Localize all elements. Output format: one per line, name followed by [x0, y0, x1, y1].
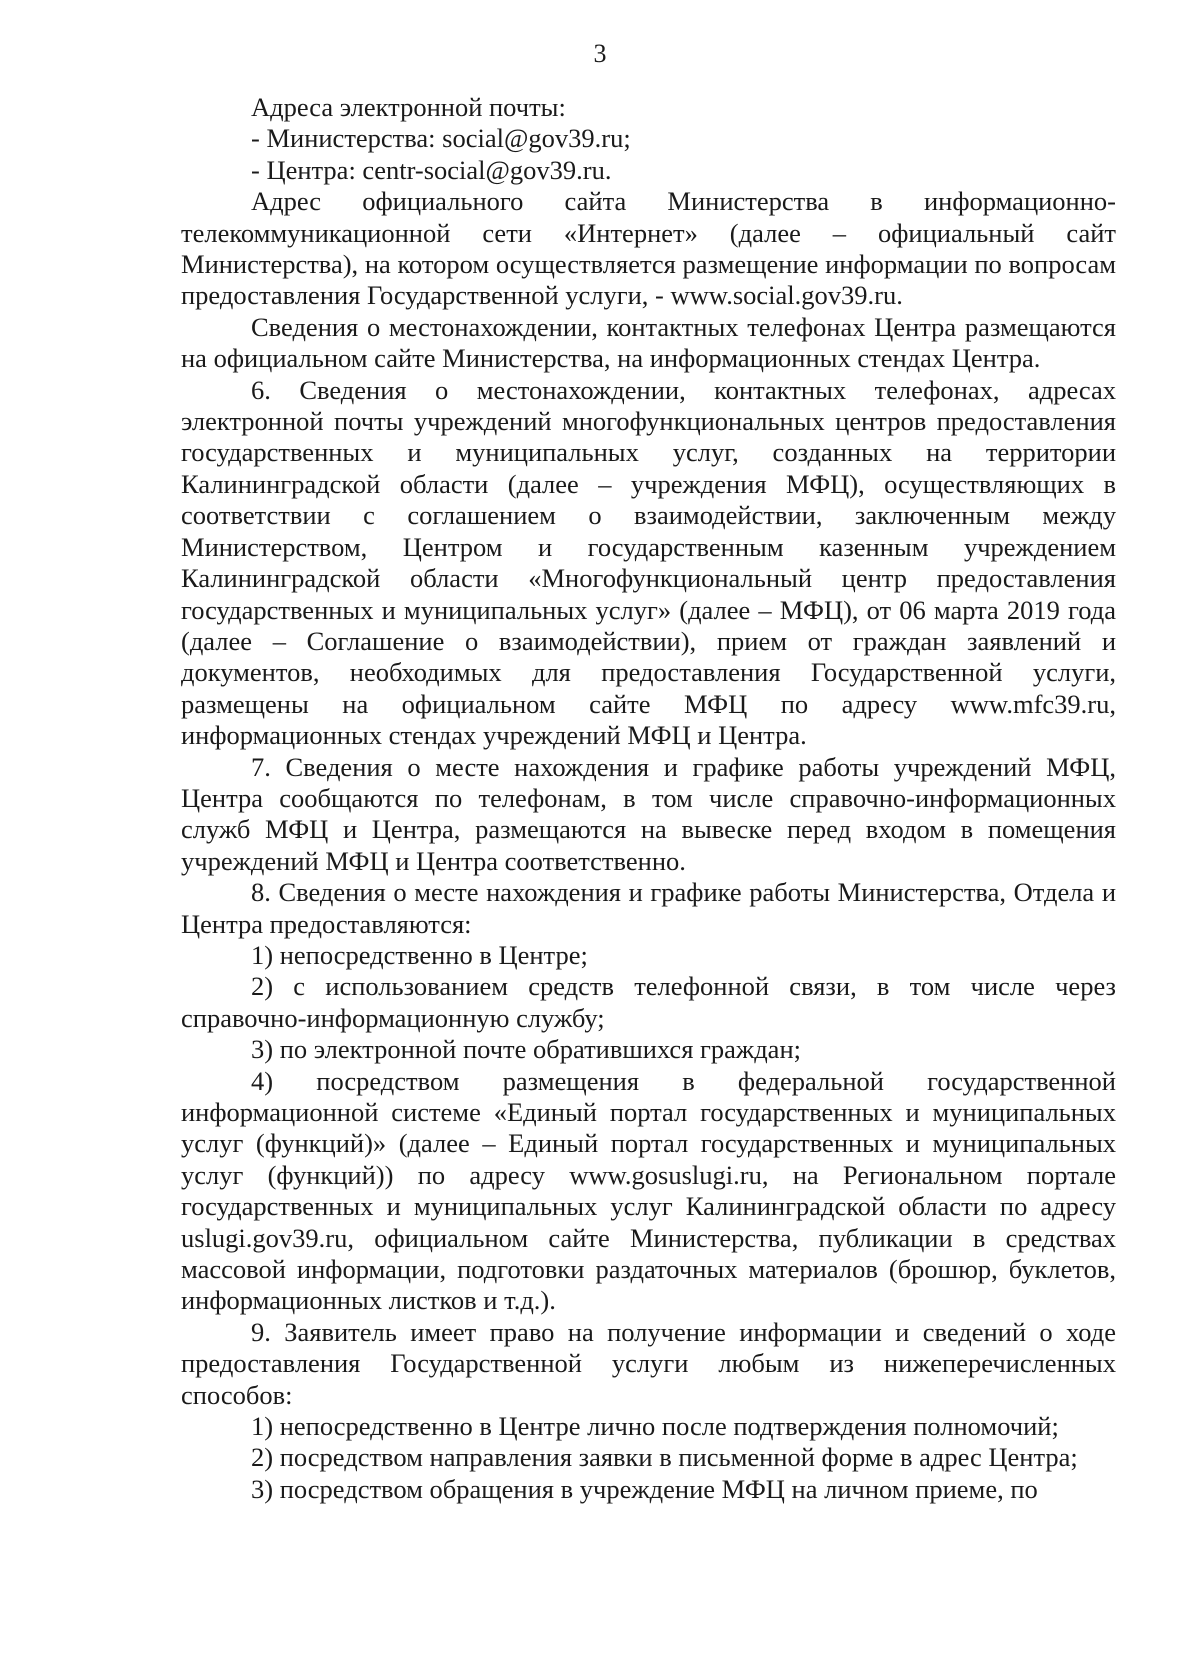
item-9-sub-2: 2) посредством направления заявки в письменной форме в адрес Центра; — [251, 1442, 1078, 1473]
official-site-paragraph: Адрес официального сайта Министерства в информационно-телекоммуникационной сети «Интернет» (далее – официальный сайт Министерства), на котором осуществляется размещение информации по вопросам предоставления Государственной услуги, - www.social.gov39.ru. — [181, 186, 1116, 311]
item-6-paragraph: 6. Сведения о местонахождении, контактных телефонах, адресах электронной почты учреждений многофункциональных центров предоставления государственных и муниципальных услуг, созданных на территории Калининградской области (далее – учреждения МФЦ), осуществляющих в соответствии с соглашением о взаимодействии, заключенным между Министерством, Центром и государственным казенным учреждением Калининградской области «Многофункциональный центр предоставления государственных и муниципальных услуг» (далее – МФЦ), от 06 марта 2019 года (далее – Соглашение о взаимодействии), прием от граждан заявлений и документов, необходимых для предоставления Государственной услуги, размещены на официальном сайте МФЦ по адресу www.mfc39.ru, информационных стендах учреждений МФЦ и Центра. — [181, 374, 1116, 751]
email-addresses-heading: Адреса электронной почты: — [251, 92, 566, 122]
item-8-paragraph: 8. Сведения о месте нахождения и графике работы Министерства, Отдела и Центра предоставляются: — [181, 877, 1116, 939]
center-email-line: - Центра: centr-social@gov39.ru. — [251, 154, 612, 185]
item-8-sub-4: 4) посредством размещения в федеральной государственной информационной системе «Единый портал государственных и муниципальных услуг (функций)» (далее – Единый портал государственных и муниципальных услуг (функций)) по адресу www.gosuslugi.ru, на Региональном портале государственных и муниципальных услуг Калининградской области по адресу uslugi.gov39.ru, официальном сайте Министерства, публикации в средствах массовой информации, подготовки раздаточных материалов (брошюр, буклетов, информационных листков и т.д.). — [181, 1065, 1116, 1316]
ministry-email-line: - Министерства: social@gov39.ru; — [251, 123, 631, 154]
item-8-sub-1: 1) непосредственно в Центре; — [251, 939, 588, 970]
item-8-sub-3: 3) по электронной почте обратившихся граждан; — [251, 1034, 801, 1065]
page-number: 3 — [593, 39, 607, 68]
center-location-paragraph: Сведения о местонахождении, контактных телефонах Центра размещаются на официальном сайте Министерства, на информационных стендах Центра. — [181, 311, 1116, 374]
document-body — [181, 92, 1116, 1505]
item-9-paragraph: 9. Заявитель имеет право на получение информации и сведений о ходе предоставления Государственной услуги любым из нижеперечисленных способов: — [181, 1316, 1116, 1410]
item-8-sub-2: 2) с использованием средств телефонной связи, в том числе через справочно-информационную службу; — [181, 971, 1116, 1033]
item-9-sub-3: 3) посредством обращения в учреждение МФЦ на личном приеме, по — [251, 1473, 1038, 1504]
item-9-sub-1: 1) непосредственно в Центре лично после подтверждения полномочий; — [251, 1411, 1059, 1442]
item-7-paragraph: 7. Сведения о месте нахождения и графике работы учреждений МФЦ, Центра сообщаются по телефонам, в том числе справочно-информационных служб МФЦ и Центра, размещаются на вывеске перед входом в помещения учреждений МФЦ и Центра соответственно. — [181, 751, 1116, 876]
